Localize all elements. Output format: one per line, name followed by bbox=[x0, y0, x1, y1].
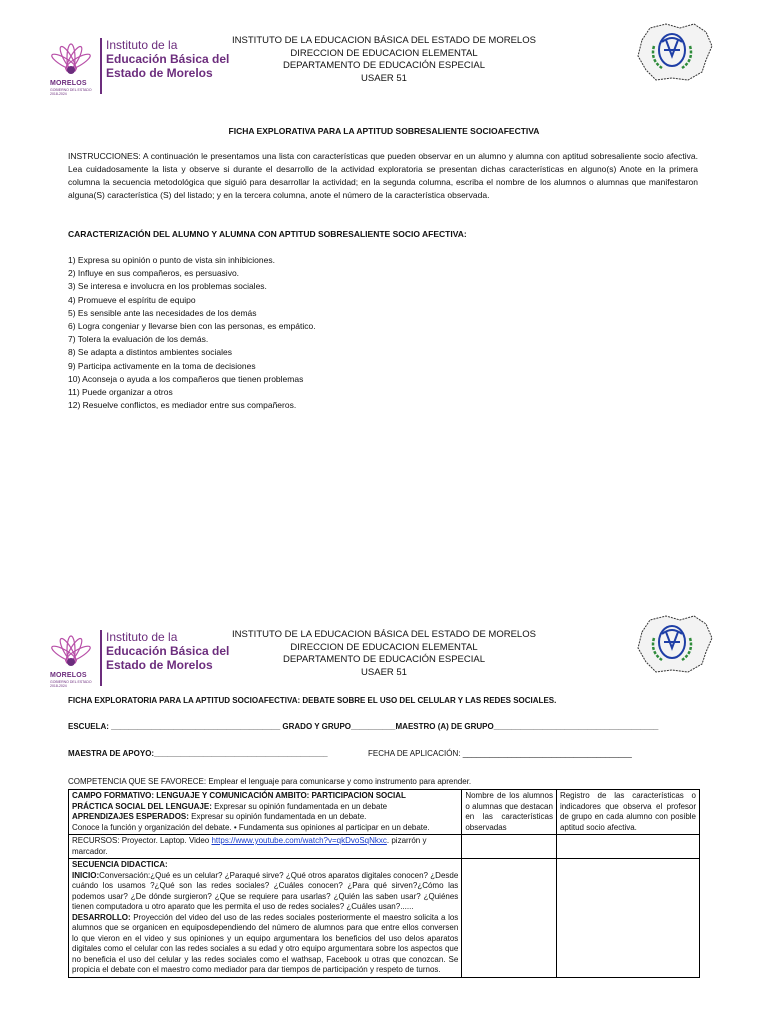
usaer-seal-icon bbox=[632, 20, 716, 84]
practica-label: PRÁCTICA SOCIAL DEL LENGUAJE: bbox=[72, 801, 212, 811]
page-2-title: FICHA EXPLORATORIA PARA LA APTITUD SOCIOAFECTIVA: DEBATE SOBRE EL USO DEL CELULAR Y LAS REDES SOCIALES. bbox=[68, 696, 557, 705]
empty-cell[interactable] bbox=[556, 859, 699, 978]
secuencia-label: SECUENCIA DIDACTICA: bbox=[72, 860, 168, 869]
document-header bbox=[200, 35, 568, 85]
table-row bbox=[69, 790, 700, 835]
header-line-1: INSTITUTO DE LA EDUCACION BÁSICA DEL ESTADO DE MORELOS bbox=[232, 629, 536, 640]
morelos-brand: MORELOS bbox=[50, 672, 87, 679]
list-item: 3) Se interesa e involucra en los problemas sociales. bbox=[68, 281, 267, 292]
list-item: 4) Promueve el espíritu de equipo bbox=[68, 294, 196, 305]
morelos-tagline: GOBIERNO DEL ESTADO 2018-2024 bbox=[50, 680, 92, 688]
escuela-line: ESCUELA: ______________________________________ GRADO Y GRUPO__________MAESTRO (A) DE GRUPO_____________________________________ bbox=[68, 722, 659, 731]
logo-line-1: Instituto de la bbox=[106, 630, 178, 644]
campo-formativo-cell bbox=[69, 790, 462, 835]
list-item: 6) Logra congeniar y llevarse bien con las personas, es empático. bbox=[68, 321, 316, 332]
header-line-4: USAER 51 bbox=[361, 72, 407, 84]
morelos-flower-icon bbox=[50, 628, 92, 676]
desarrollo-text: Proyección del video del uso de las redes sociales posteriormente el maestro solicita a los alumnos que se organicen en equiposdependiendo del número de alumnos para que entre ellos conversen lo que vieron en el video y sus opiniones y un equipo argumentara los beneficios del uso delos aparatos digitales como el celular con las redes sociales a su edad y otro equipo argumentara sobre los aspectos que no beneficia el uso del celular y las redes sociales como el wathsap, Facebook u otras que conozcan. Se propicia el debate con el maestro como mediador para dar tiempos de participación y respeto de turnos. bbox=[72, 912, 459, 974]
fecha-aplicacion-line bbox=[368, 749, 632, 758]
list-item: 8) Se adapta a distintos ambientes sociales bbox=[68, 347, 232, 358]
characteristics-heading: CARACTERIZACIÓN DEL ALUMNO Y ALUMNA CON APTITUD SOBRESALIENTE SOCIO AFECTIVA: bbox=[68, 229, 467, 239]
desarrollo-block bbox=[72, 913, 458, 976]
table-row bbox=[69, 859, 700, 978]
activity-table bbox=[68, 789, 700, 978]
col3-header: Registro de las características o indicadores que observa el profesor de grupo en cada alumno con posible aptitud socio afectiva. bbox=[556, 790, 699, 835]
list-item: 12) Resuelve conflictos, es mediador entre sus compañeros. bbox=[68, 400, 297, 411]
fecha-aplicacion-label: FECHA DE APLICACIÓN: ______________________________________ bbox=[368, 749, 632, 758]
logo-line-2: Educación Básica del bbox=[106, 52, 230, 66]
page-1-title: FICHA EXPLORATIVA PARA LA APTITUD SOBRESALIENTE SOCIOAFECTIVA bbox=[228, 126, 540, 136]
competencia-line: COMPETENCIA QUE SE FAVORECE: Emplear el lenguaje para comunicarse y como instrumento para aprender. bbox=[68, 777, 472, 786]
recursos-text: RECURSOS: Proyector. Laptop. Video bbox=[72, 836, 212, 845]
list-item: 2) Influye en sus compañeros, es persuasivo. bbox=[68, 268, 240, 279]
header-line-3: DEPARTAMENTO DE EDUCACIÓN ESPECIAL bbox=[282, 654, 485, 665]
list-item: 10) Aconseja o ayuda a los compañeros que tienen problemas bbox=[68, 373, 304, 384]
list-item: 1) Expresa su opinión o punto de vista sin inhibiciones. bbox=[68, 255, 275, 265]
document-header bbox=[200, 629, 568, 679]
inicio-text: Conversación:¿Qué es un celular? ¿Paraqué sirve? ¿Qué otros aparatos digitales conocen? ¿Desde cuándo los usamos ?¿Qué son las redes sociales? ¿Cuáles conocen? ¿Para qué sirven?¿Cómo las podemos usar? ¿De dónde surgieron? ¿Que se requiere para usarlas? ¿Quién las saben usar? ¿Quiénes tienen computadora u otro aparato que les permita el uso de redes sociales? ¿Cuáles usan?...... bbox=[72, 870, 459, 911]
secuencia-cell bbox=[69, 859, 462, 978]
header-line-3: DEPARTAMENTO DE EDUCACIÓN ESPECIAL bbox=[282, 60, 485, 71]
list-item: 5) Es sensible ante las necesidades de los demás bbox=[68, 307, 257, 318]
morelos-brand: MORELOS bbox=[50, 80, 87, 87]
list-item: 7) Tolera la evaluación de los demás. bbox=[68, 334, 209, 345]
logo-line-3: Estado de Morelos bbox=[106, 658, 213, 672]
morelos-flower-icon bbox=[50, 36, 92, 84]
logo-line-3: Estado de Morelos bbox=[106, 66, 213, 80]
table-row bbox=[69, 835, 700, 859]
aprendizajes-label: APRENDIZAJES ESPERADOS: bbox=[72, 812, 189, 821]
recursos-tail: . pizarrón y marcador. bbox=[72, 836, 427, 856]
instructions-paragraph: INSTRUCCIONES: A continuación le presentamos una lista con características que pueden observar en un alumno y alumna con aptitud sobresaliente socio afectiva. Lea cuidadosamente la lista y observe si durante el desarrollo de la actividad exploratoria se presentan dichas características en alguno(s) Anote en la primera columna la secuencia metodológica que siguió para desarrollar la actividad; en la segunda columna, escriba el nombre de los alumnos o alumnas que manifestaron alguna(S) característica (S) del listado; y en la tercera columna, anote el número de la característica observada. bbox=[68, 151, 698, 200]
aprendizajes-esperados bbox=[72, 812, 458, 823]
list-item: 11) Puede organizar a otros bbox=[68, 387, 173, 398]
empty-cell[interactable] bbox=[462, 835, 557, 859]
list-item: 9) Participa activamente en la toma de decisiones bbox=[68, 360, 256, 371]
desarrollo-label: DESARROLLO: bbox=[72, 912, 131, 922]
conoce-text: Conoce la función y organización del debate. • Fundamenta sus opiniones al participar en un debate. bbox=[72, 822, 430, 832]
logo-line-2: Educación Básica del bbox=[106, 644, 230, 658]
logo-divider bbox=[100, 38, 102, 94]
characteristics-list bbox=[68, 254, 316, 412]
practica-social bbox=[72, 802, 458, 813]
inicio-block bbox=[72, 871, 458, 913]
header-line-4: USAER 51 bbox=[361, 666, 407, 678]
campo-formativo: CAMPO FORMATIVO: LENGUAJE Y COMUNICACIÓN AMBITO: PARTICIPACION SOCIAL bbox=[72, 791, 406, 800]
practica-text: Expresar su opinión fundamentada en un debate bbox=[211, 801, 388, 811]
usaer-seal-icon bbox=[632, 612, 716, 676]
video-link[interactable]: https://www.youtube.com/watch?v=qkDvoSqNkxc bbox=[211, 836, 387, 845]
logo-line-1: Instituto de la bbox=[106, 38, 178, 52]
aprendizajes-text: Expresar su opinión fundamentada en un debate. bbox=[188, 812, 367, 821]
maestra-apoyo-line: MAESTRA DE APOYO:_______________________________________ bbox=[68, 749, 328, 758]
header-line-2: DIRECCION DE EDUCACION ELEMENTAL bbox=[290, 641, 478, 653]
empty-cell[interactable] bbox=[556, 835, 699, 859]
recursos-cell bbox=[69, 835, 462, 859]
page-2 bbox=[0, 610, 768, 1024]
header-line-2: DIRECCION DE EDUCACION ELEMENTAL bbox=[290, 47, 478, 59]
col2-header: Nombre de los alumnos o alumnas que destacan en las características observadas bbox=[462, 790, 557, 835]
morelos-tagline: GOBIERNO DEL ESTADO 2018-2024 bbox=[50, 88, 92, 96]
logo-divider bbox=[100, 630, 102, 686]
header-line-1: INSTITUTO DE LA EDUCACION BÁSICA DEL ESTADO DE MORELOS bbox=[232, 35, 536, 46]
empty-cell[interactable] bbox=[462, 859, 557, 978]
inicio-label: INICIO: bbox=[72, 870, 100, 880]
